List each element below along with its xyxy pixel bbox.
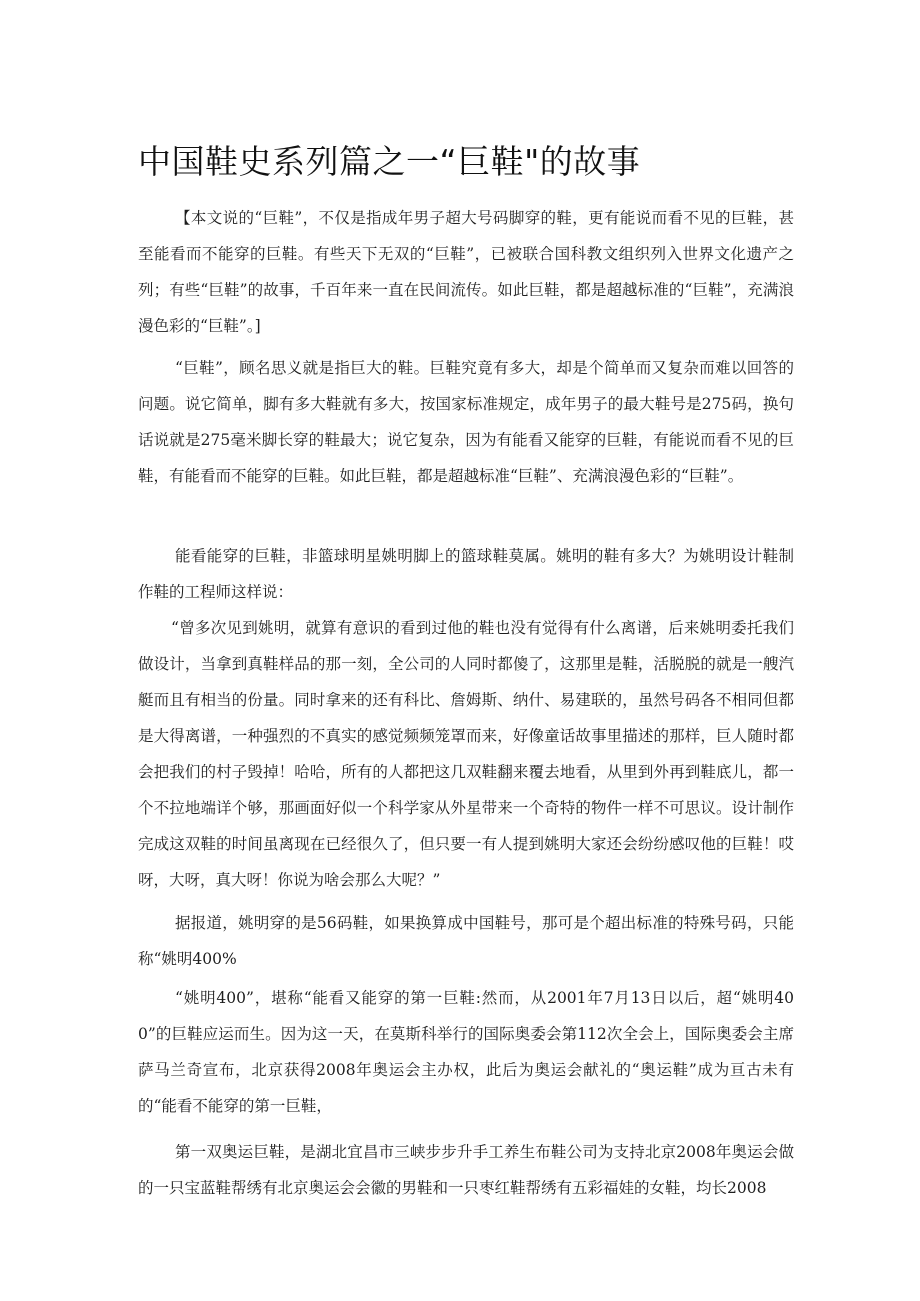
page-title: 中国鞋史系列篇之一“巨鞋"的故事 (138, 142, 641, 181)
paragraph: 能看能穿的巨鞋，非篮球明星姚明脚上的篮球鞋莫属。姚明的鞋有多大？为姚明设计鞋制作鞋的工程师这样说： (138, 547, 794, 601)
paragraph: 据报道，姚明穿的是56码鞋，如果换算成中国鞋号，那可是个超出标准的特殊号码，只能称“姚明400% (138, 914, 794, 968)
paragraph: “姚明400”，堪称“能看又能穿的第一巨鞋:然而，从2001年7月13日以后，超“姚明400”的巨鞋应运而生。因为这一天，在莫斯科举行的国际奥委会第112次全会上，国际奥委会主席萨马兰奇宣布，北京获得2008年奥运会主办权，此后为奥运会献礼的“奥运鞋”成为亘古未有的“能看不能穿的第一巨鞋， (138, 989, 794, 1115)
intro-paragraph: 【本文说的“巨鞋”，不仅是指成年男子超大号码脚穿的鞋，更有能说而看不见的巨鞋，甚至能看而不能穿的巨鞋。有些天下无双的“巨鞋”，已被联合国科教文组织列入世界文化遗产之列；有些“巨鞋”的故事，千百年来一直在民间流传。如此巨鞋，都是超越标准的“巨鞋”，充满浪漫色彩的“巨鞋”。] (138, 209, 794, 335)
paragraph: “巨鞋”，顾名思义就是指巨大的鞋。巨鞋究竟有多大，却是个简单而又复杂而难以回答的问题。说它简单，脚有多大鞋就有多大，按国家标准规定，成年男子的最大鞋号是275码，换句话说就是275毫米脚长穿的鞋最大；说它复杂，因为有能看又能穿的巨鞋，有能说而看不见的巨鞋，有能看而不能穿的巨鞋。如此巨鞋，都是超越标准“巨鞋”、充满浪漫色彩的“巨鞋”。 (138, 359, 794, 485)
quote-paragraph: “曾多次见到姚明，就算有意识的看到过他的鞋也没有觉得有什么离谱，后来姚明委托我们做设计，当拿到真鞋样品的那一刻，全公司的人同时都傻了，这那里是鞋，活脱脱的就是一艘汽艇而且有相当的份量。同时拿来的还有科比、詹姆斯、纳什、易建联的，虽然号码各不相同但都是大得离谱，一种强烈的不真实的感觉频频笼罩而来，好像童话故事里描述的那样，巨人随时都会把我们的村子毁掉！哈哈，所有的人都把这几双鞋翻来覆去地看，从里到外再到鞋底儿，都一个不拉地端详个够，那画面好似一个科学家从外星带来一个奇特的物件一样不可思议。设计制作完成这双鞋的时间虽离现在已经很久了，但只要一有人提到姚明大家还会纷纷感叹他的巨鞋！哎呀，大呀，真大呀！你说为啥会那么大呢？” (138, 619, 794, 889)
paragraph: 第一双奥运巨鞋，是湖北宜昌市三峡步步升手工养生布鞋公司为支持北京2008年奥运会做的一只宝蓝鞋帮绣有北京奥运会会徽的男鞋和一只枣红鞋帮绣有五彩福娃的女鞋，均长2008 (138, 1143, 794, 1197)
